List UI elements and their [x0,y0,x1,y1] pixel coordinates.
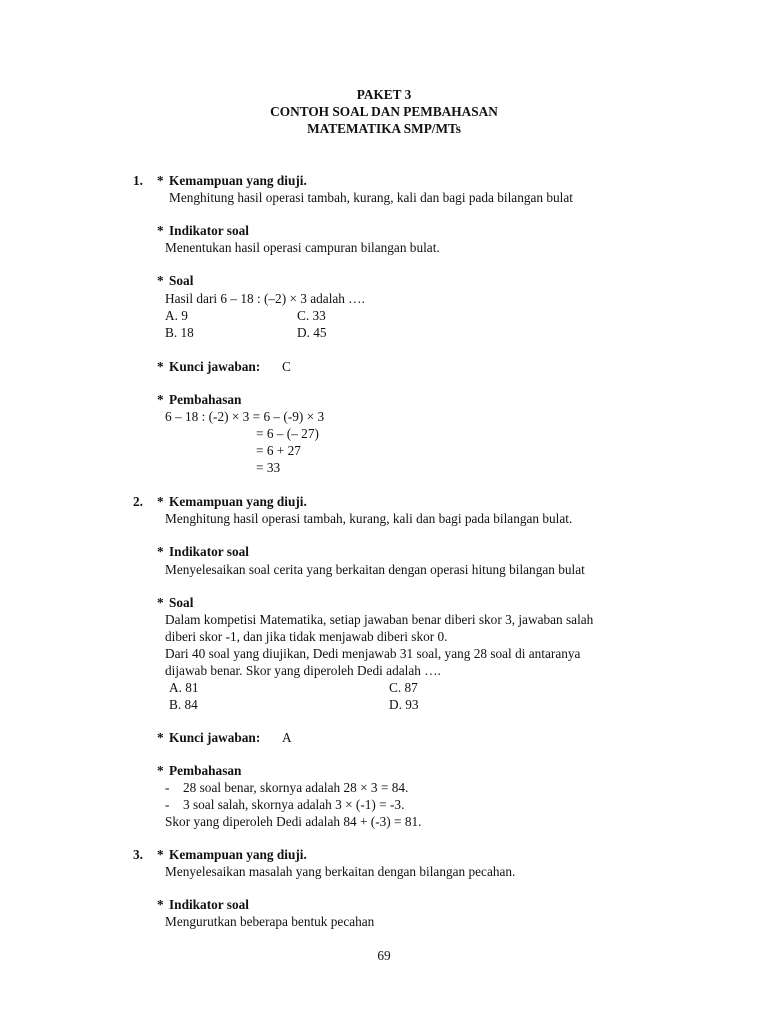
soal-text: Hasil dari 6 – 18 : (–2) × 3 adalah …. [165,291,365,306]
pembahasan-item: 28 soal benar, skornya adalah 28 × 3 = 84. [183,780,409,795]
soal-line: dijawab benar. Skor yang diperoleh Dedi adalah …. [165,663,441,678]
pembahasan-line: = 33 [256,460,281,475]
bullet-star: * [157,494,164,509]
page-number: 69 [377,948,391,963]
indikator-label: Indikator soal [169,544,249,559]
bullet-star: * [157,223,164,238]
indikator-text: Mengurutkan beberapa bentuk pecahan [165,914,375,929]
bullet-star: * [157,763,164,778]
header-subject: MATEMATIKA SMP/MTs [307,121,461,136]
pembahasan-label: Pembahasan [169,763,242,778]
pembahasan-line: 6 – 18 : (-2) × 3 = 6 – (-9) × 3 [165,409,325,424]
page-header [0,86,768,137]
soal-line: Dalam kompetisi Matematika, setiap jawaban benar diberi skor 3, jawaban salah [165,612,594,627]
option-d: D. 45 [297,325,327,340]
indikator-label: Indikator soal [169,897,249,912]
bullet-star: * [157,595,164,610]
indikator-text: Menentukan hasil operasi campuran bilangan bulat. [165,240,440,255]
kunci-value: C [282,359,291,374]
pembahasan-final: Skor yang diperoleh Dedi adalah 84 + (-3) = 81. [165,814,422,829]
kemampuan-text: Menghitung hasil operasi tambah, kurang, kali dan bagi pada bilangan bulat. [165,511,573,526]
option-d: D. 93 [389,697,419,712]
pembahasan-item: 3 soal salah, skornya adalah 3 × (-1) = -3. [183,797,405,812]
soal-label: Soal [169,595,194,610]
list-bullet: - [165,797,170,812]
kemampuan-label: Kemampuan yang diuji. [169,494,307,509]
indikator-text: Menyelesaikan soal cerita yang berkaitan dengan operasi hitung bilangan bulat [165,562,585,577]
option-b: B. 84 [169,697,198,712]
option-c: C. 33 [297,308,326,323]
pembahasan-label: Pembahasan [169,392,242,407]
header-title: CONTOH SOAL DAN PEMBAHASAN [270,104,498,119]
soal-line: Dari 40 soal yang diujikan, Dedi menjawab 31 soal, yang 28 soal di antaranya [165,646,581,661]
pembahasan-line: = 6 + 27 [256,443,301,458]
question-number: 3. [133,847,143,862]
option-a: A. 81 [169,680,199,695]
kemampuan-text: Menghitung hasil operasi tambah, kurang, kali dan bagi pada bilangan bulat [169,190,573,205]
kemampuan-text: Menyelesaikan masalah yang berkaitan dengan bilangan pecahan. [165,864,516,879]
kemampuan-label: Kemampuan yang diuji. [169,847,307,862]
option-b: B. 18 [165,325,194,340]
indikator-label: Indikator soal [169,223,249,238]
question-number: 2. [133,494,143,509]
kunci-label: Kunci jawaban: [169,359,261,374]
option-c: C. 87 [389,680,418,695]
bullet-star: * [157,847,164,862]
question-number: 1. [133,173,143,188]
pembahasan-line: = 6 – (– 27) [256,426,319,441]
soal-label: Soal [169,273,194,288]
list-bullet: - [165,780,170,795]
header-package: PAKET 3 [356,87,412,102]
kunci-value: A [282,730,292,745]
kemampuan-label: Kemampuan yang diuji. [169,173,307,188]
bullet-star: * [157,359,164,374]
bullet-star: * [157,273,164,288]
option-a: A. 9 [165,308,188,323]
bullet-star: * [157,897,164,912]
bullet-star: * [157,544,164,559]
kunci-label: Kunci jawaban: [169,730,261,745]
soal-line: diberi skor -1, dan jika tidak menjawab diberi skor 0. [165,629,448,644]
bullet-star: * [157,730,164,745]
bullet-star: * [157,392,164,407]
bullet-star: * [157,173,164,188]
